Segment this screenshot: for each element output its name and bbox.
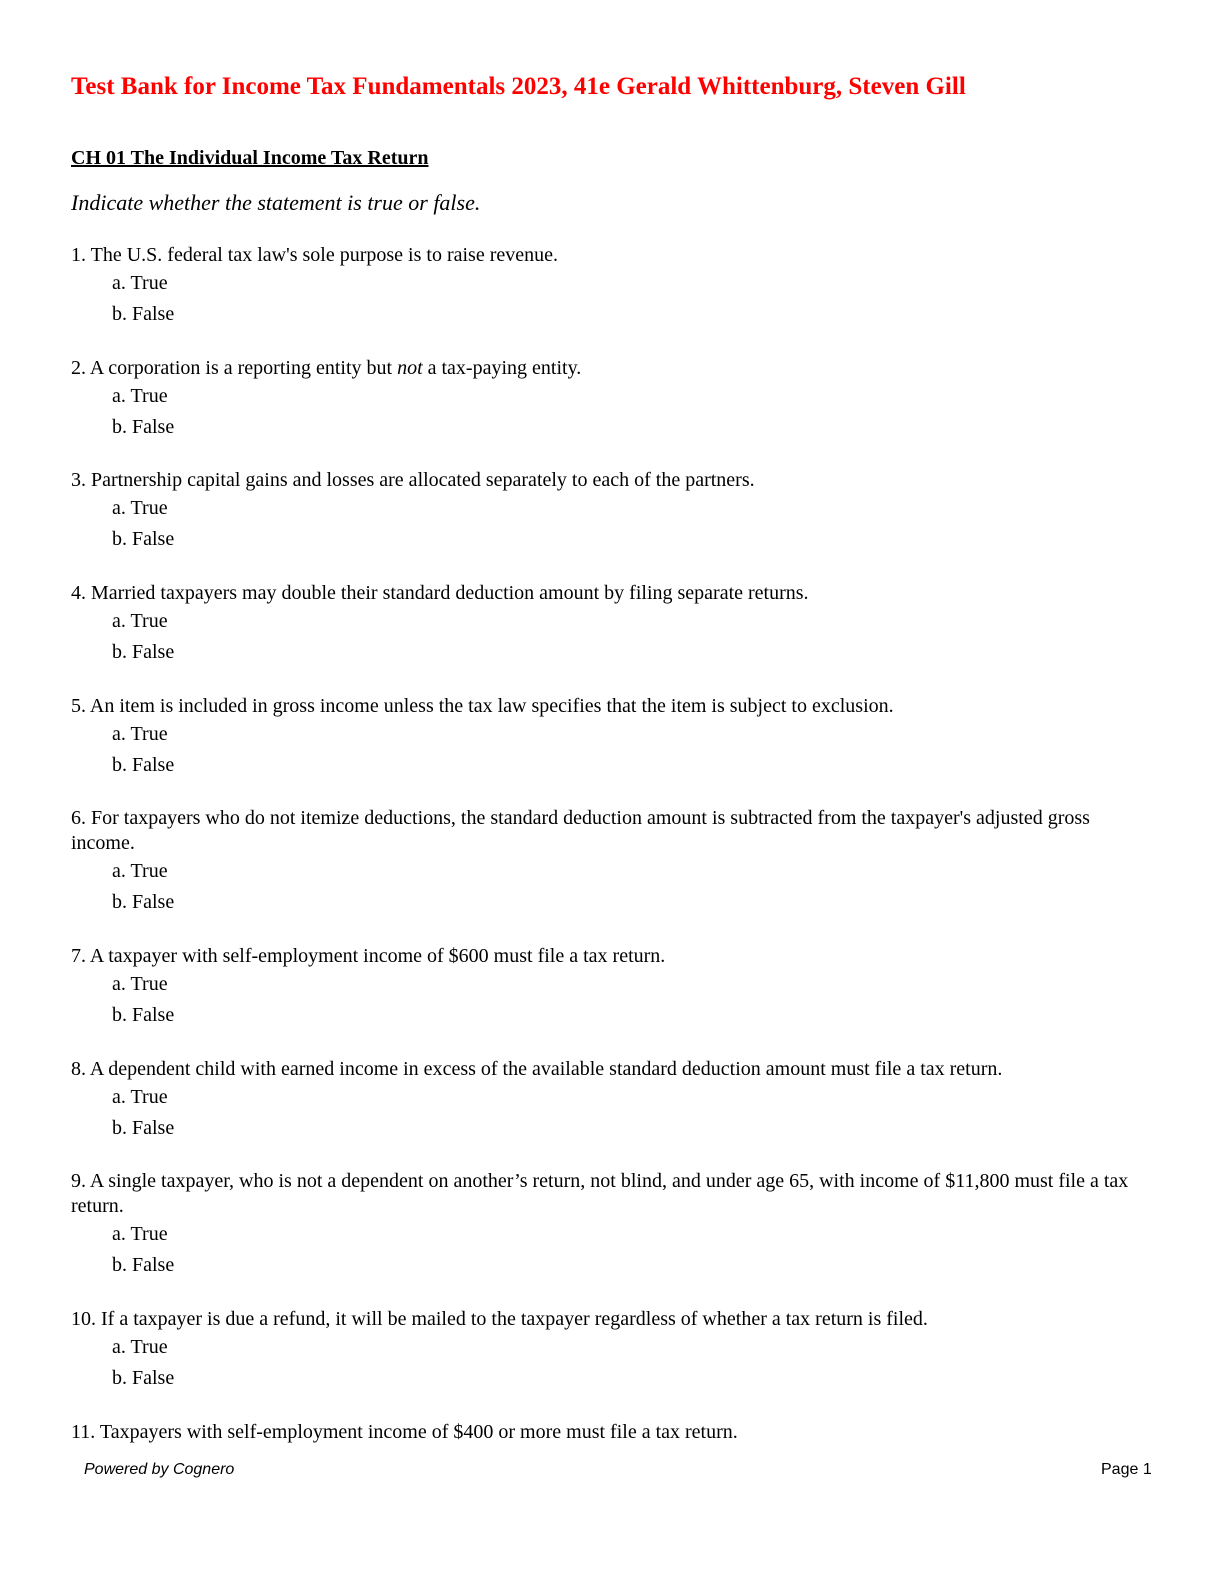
question-stem: 10. If a taxpayer is due a refund, it will be mailed to the taxpayer regardless of whether a tax return is filed. — [71, 1308, 928, 1330]
question-5 — [71, 694, 1151, 778]
question-stem: 7. A taxpayer with self-employment income of $600 must file a tax return. — [71, 945, 666, 967]
chapter-heading: CH 01 The Individual Income Tax Return — [71, 147, 429, 169]
question-10 — [71, 1307, 1151, 1391]
option-true: a. True — [112, 1086, 168, 1108]
question-6 — [71, 806, 1151, 915]
option-false: b. False — [112, 1116, 175, 1139]
emphasis-text: not — [397, 357, 423, 379]
option-false: b. False — [112, 890, 175, 913]
question-9 — [71, 1169, 1151, 1278]
option-false: b. False — [112, 1253, 175, 1276]
question-7 — [71, 944, 1151, 1028]
option-false: b. False — [112, 527, 175, 550]
option-true: a. True — [112, 860, 168, 882]
option-false: b. False — [112, 1366, 175, 1389]
option-false: b. False — [112, 1003, 175, 1026]
option-false: b. False — [112, 753, 175, 776]
question-11 — [71, 1420, 1151, 1445]
question-stem: 8. A dependent child with earned income in excess of the available standard deduction amount must file a tax return. — [71, 1058, 1003, 1080]
option-true: a. True — [112, 1336, 168, 1358]
question-stem: 2. A corporation is a reporting entity but not a tax-paying entity. — [71, 357, 582, 379]
question-stem: 5. An item is included in gross income unless the tax law specifies that the item is subject to exclusion. — [71, 695, 894, 717]
powered-by: Powered by Cognero — [84, 1461, 235, 1478]
option-true: a. True — [112, 385, 168, 407]
question-stem: 9. A single taxpayer, who is not a dependent on another’s return, not blind, and under age 65, with income of $11,800 must file a tax return. — [71, 1170, 1129, 1217]
option-true: a. True — [112, 1223, 168, 1245]
question-stem: 3. Partnership capital gains and losses are allocated separately to each of the partners. — [71, 469, 755, 491]
option-true: a. True — [112, 272, 168, 294]
question-3 — [71, 468, 1151, 552]
question-stem: 6. For taxpayers who do not itemize deductions, the standard deduction amount is subtracted from the taxpayer's adjusted gross income. — [71, 807, 1090, 854]
option-true: a. True — [112, 497, 168, 519]
question-stem: 1. The U.S. federal tax law's sole purpose is to raise revenue. — [71, 244, 558, 266]
instructions: Indicate whether the statement is true or false. — [71, 190, 481, 215]
page-number: Page 1 — [1101, 1461, 1152, 1478]
option-true: a. True — [112, 610, 168, 632]
question-stem: 11. Taxpayers with self-employment income of $400 or more must file a tax return. — [71, 1421, 738, 1443]
question-1 — [71, 243, 1151, 327]
option-true: a. True — [112, 723, 168, 745]
document-title: Test Bank for Income Tax Fundamentals 2023, 41e Gerald Whittenburg, Steven Gill — [71, 73, 966, 100]
option-false: b. False — [112, 640, 175, 663]
option-false: b. False — [112, 302, 175, 325]
question-4 — [71, 581, 1151, 665]
option-true: a. True — [112, 973, 168, 995]
question-8 — [71, 1057, 1151, 1141]
question-2 — [71, 356, 1151, 440]
option-false: b. False — [112, 415, 175, 438]
question-stem: 4. Married taxpayers may double their standard deduction amount by filing separate returns. — [71, 582, 809, 604]
